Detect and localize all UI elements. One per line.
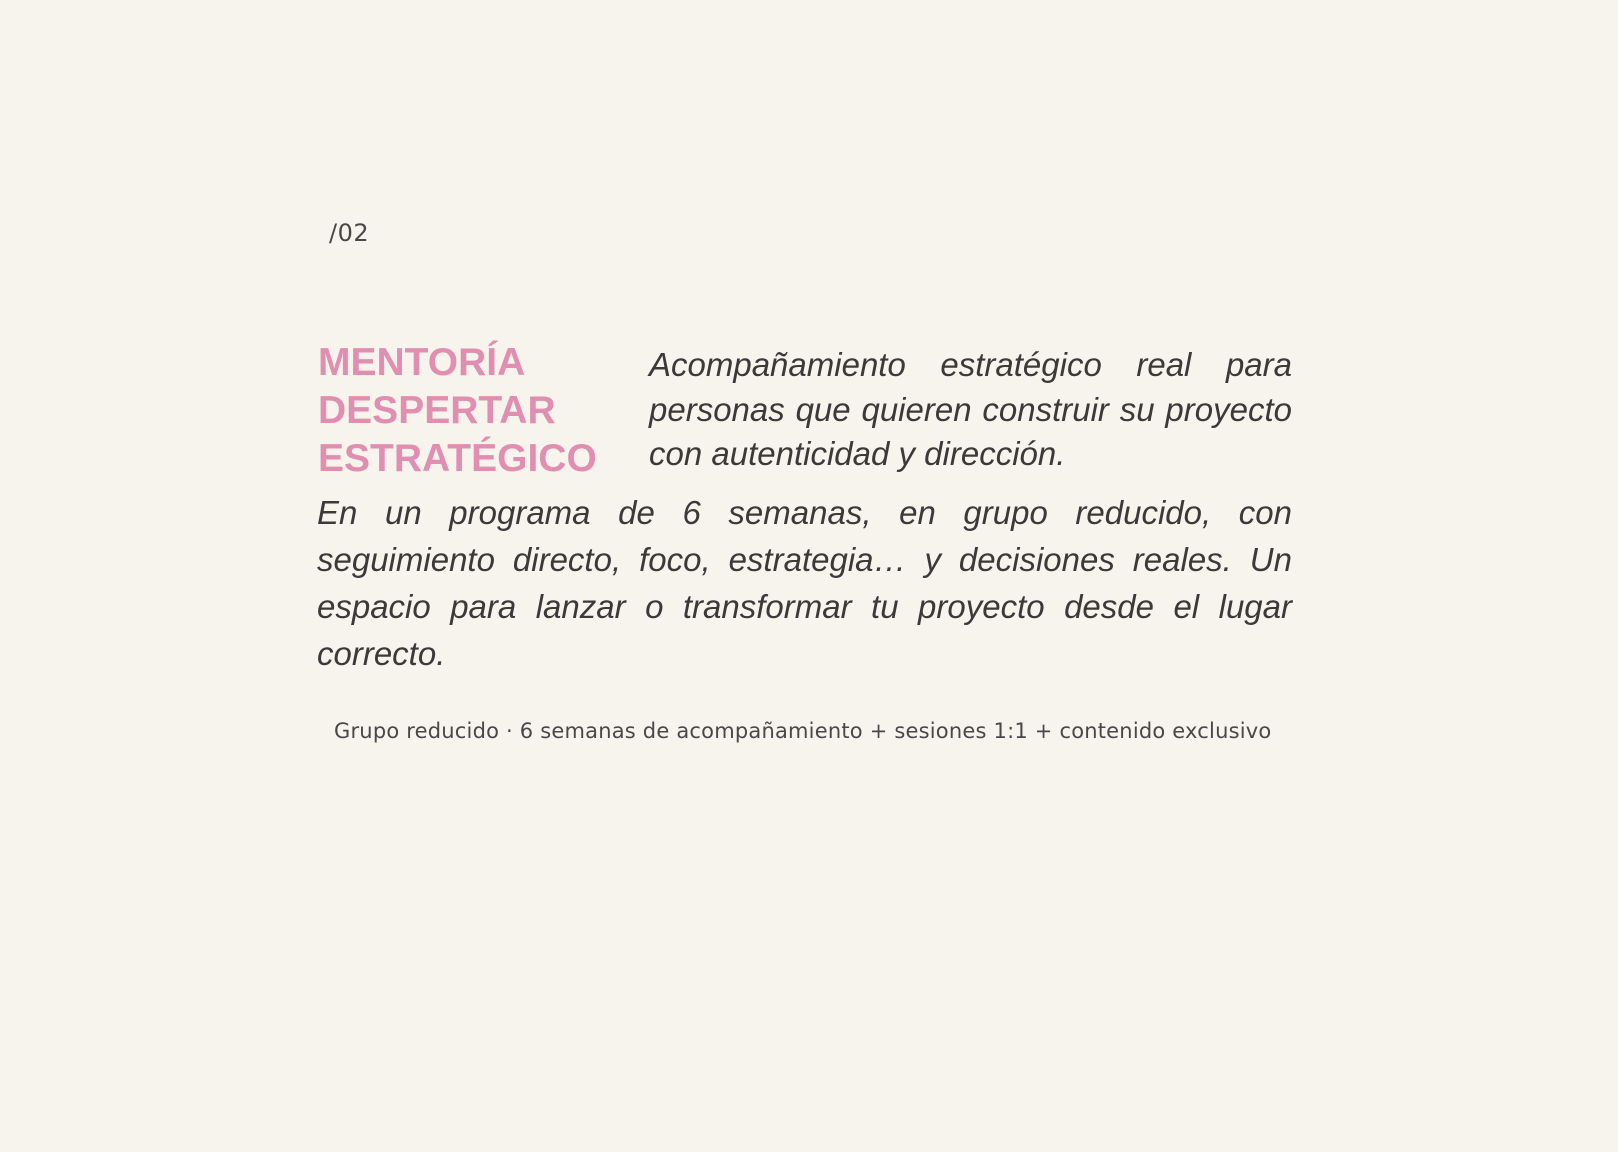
title-line-2: DESPERTAR	[318, 389, 556, 432]
program-details-note: Grupo reducido · 6 semanas de acompañamiento + sesiones 1:1 + contenido exclusivo	[334, 719, 1272, 743]
intro-paragraph: Acompañamiento estratégico real para personas que quieren construir su proyecto con autenticidad y dirección.	[649, 346, 1292, 472]
section-number: /02	[329, 219, 370, 247]
body-paragraph: En un programa de 6 semanas, en grupo reducido, con seguimiento directo, foco, estrategia… y decisiones reales. Un espacio para lanzar o transformar tu proyecto desde el lugar correcto.	[317, 494, 1292, 672]
title-line-3: ESTRATÉGICO	[318, 437, 597, 480]
program-title	[318, 339, 638, 483]
title-line-1: MENTORÍA	[318, 341, 526, 384]
